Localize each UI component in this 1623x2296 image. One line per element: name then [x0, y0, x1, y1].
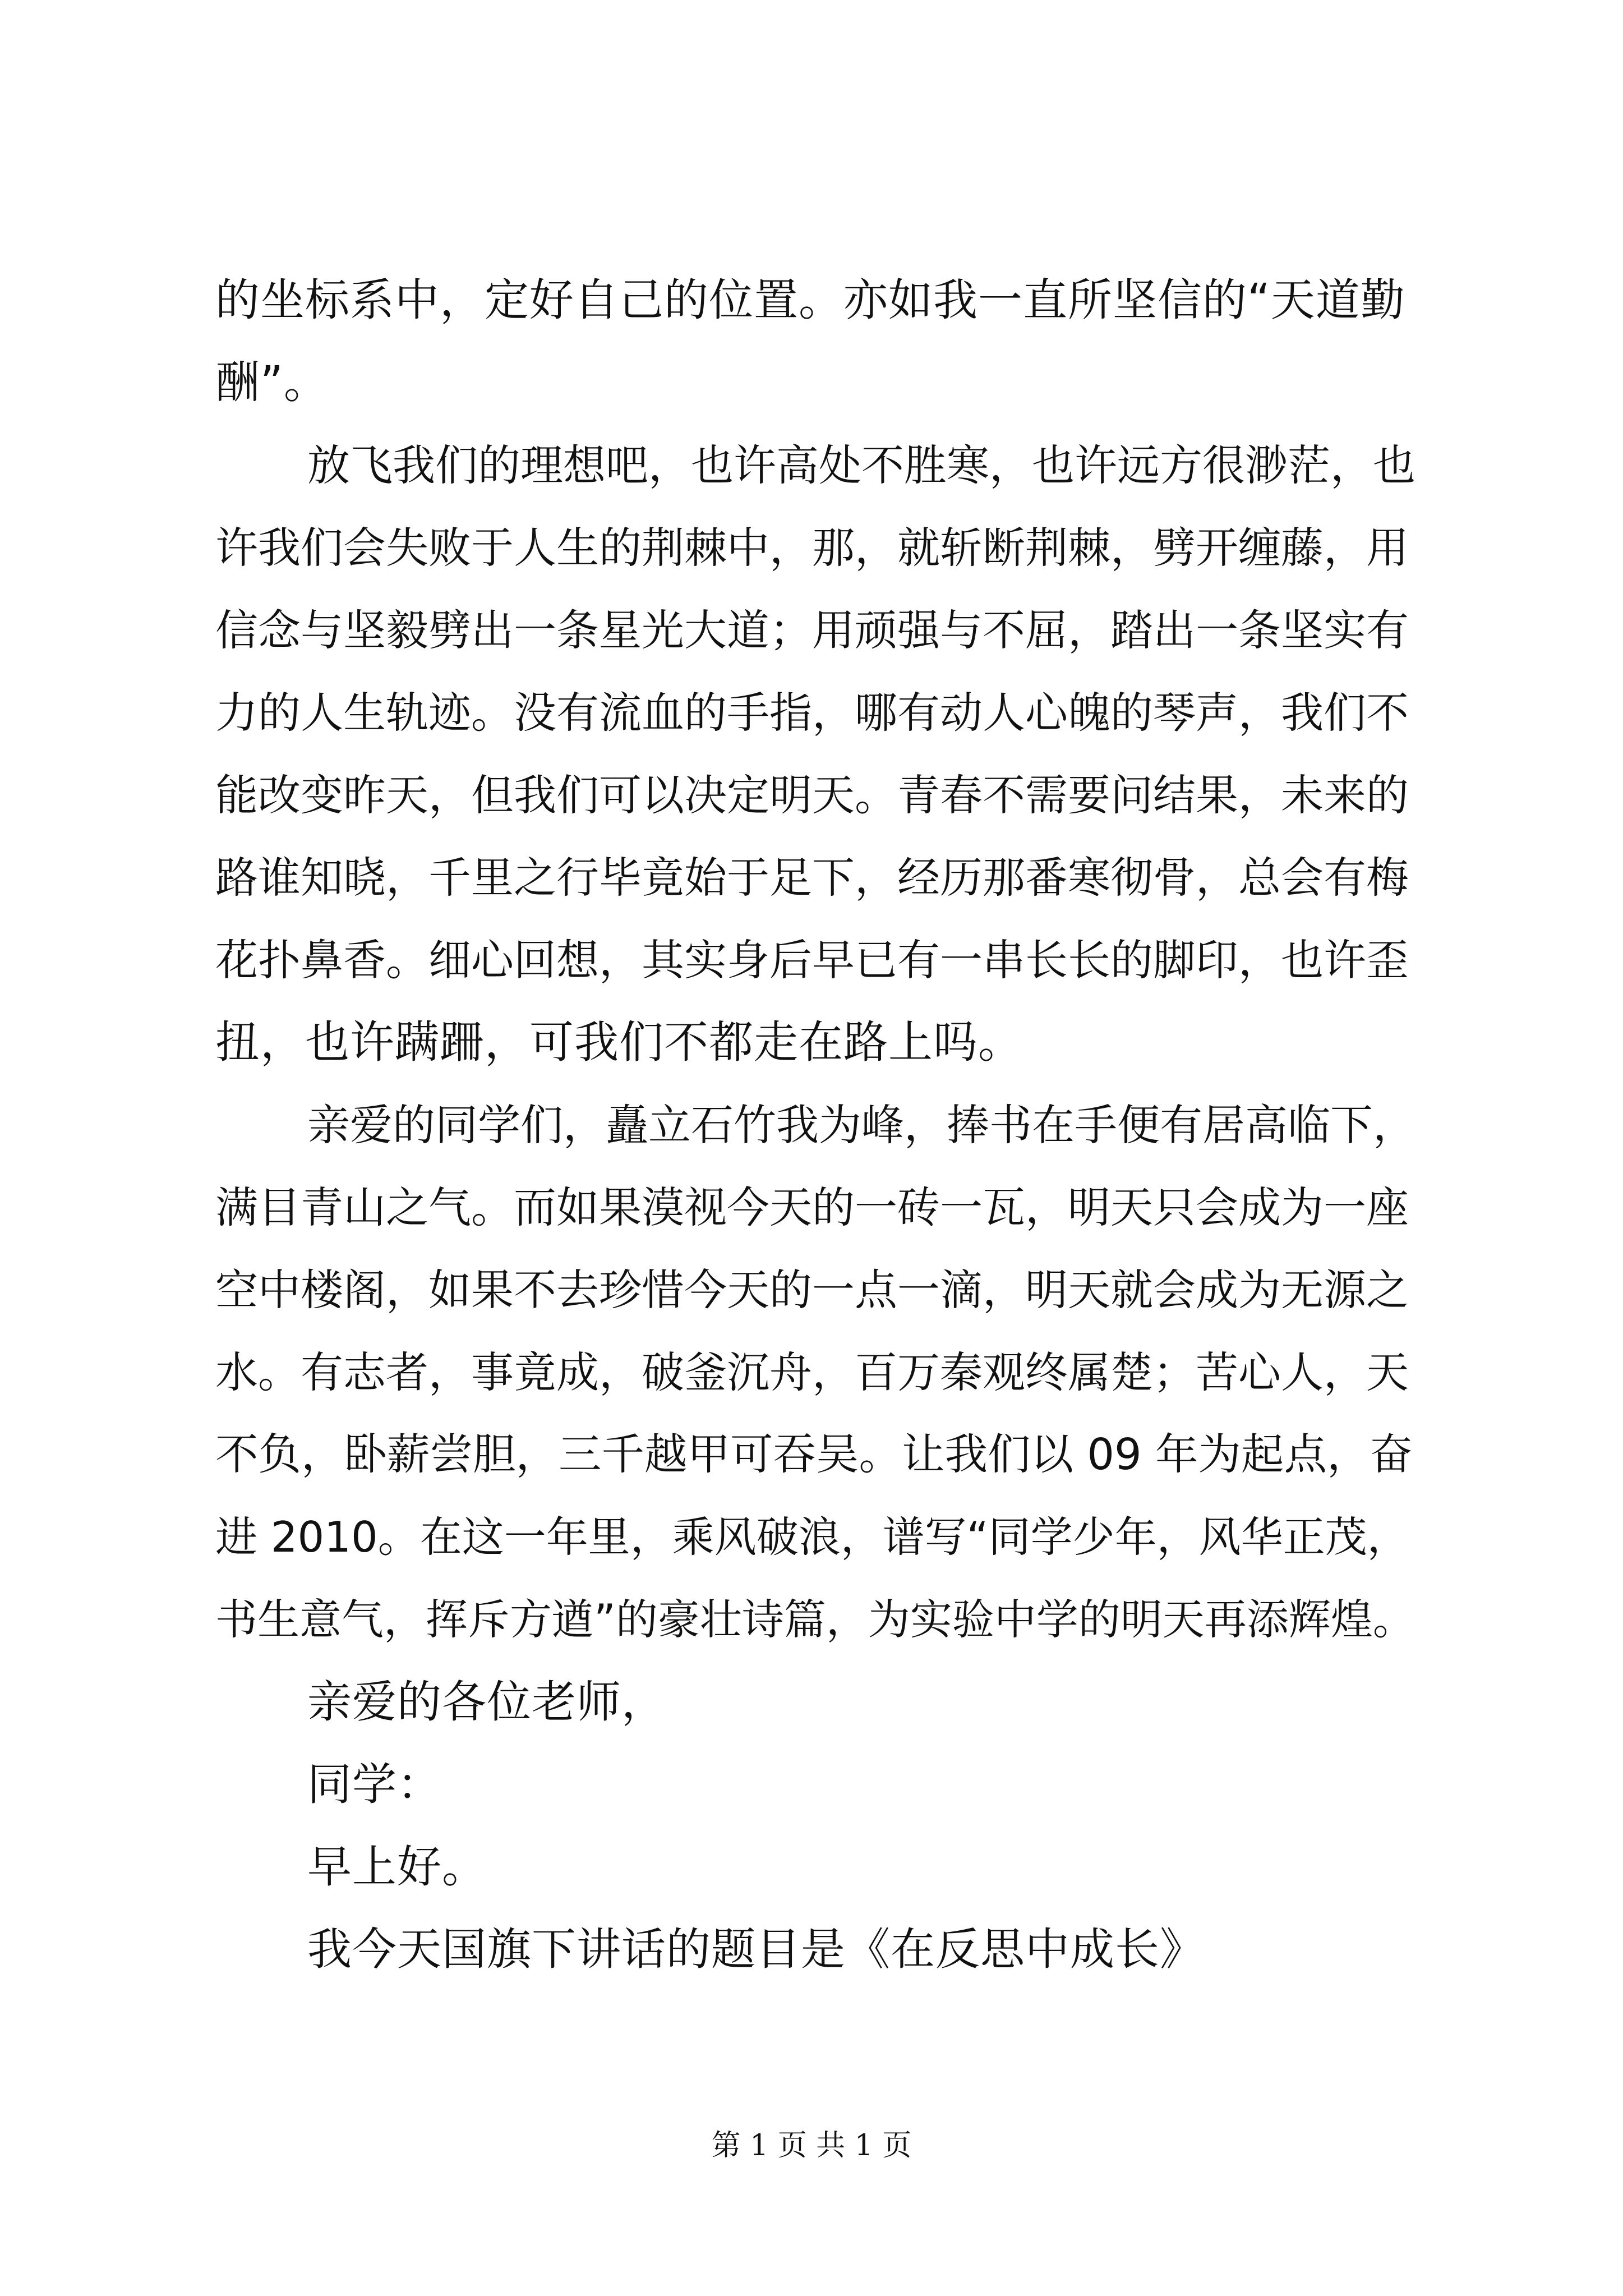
text-line: 能改变昨天，但我们可以决定明天。青春不需要问结果，未来的 — [215, 770, 1409, 820]
text-line: 空中楼阁，如果不去珍惜今天的一点一滴，明天就会成为无源之 — [215, 1265, 1409, 1315]
text-line: 满目青山之气。而如果漠视今天的一砖一瓦，明天只会成为一座 — [215, 1182, 1409, 1232]
text-line: 亲爱的同学们，矗立石竹我为峰，捧书在手便有居高临下， — [307, 1100, 1415, 1150]
text-line: 早上好。 — [307, 1841, 487, 1893]
text-line: 力的人生轨迹。没有流血的手指，哪有动人心魄的琴声，我们不 — [215, 688, 1409, 738]
text-line: 书生意气，挥斥方遒”的豪壮诗篇，为实验中学的明天再添辉煌。 — [215, 1595, 1415, 1644]
text-line: 路谁知晓，千里之行毕竟始于足下，经历那番寒彻骨，总会有梅 — [215, 853, 1409, 903]
text-line: 的坐标系中，定好自己的位置。亦如我一直所坚信的“天道勤 — [215, 274, 1405, 326]
text-line: 水。有志者，事竟成，破釜沉舟，百万秦观终属楚；苦心人，天 — [215, 1347, 1409, 1397]
text-line: 同学： — [307, 1759, 442, 1810]
text-line: 酬”。 — [215, 357, 329, 408]
text-line: 我今天国旗下讲话的题目是《在反思中成长》 — [307, 1924, 1205, 1975]
text-line: 信念与坚毅劈出一条星光大道；用顽强与不屈，踏出一条坚实有 — [215, 605, 1409, 655]
text-line: 进 2010。在这一年里，乘风破浪，谱写“同学少年，风华正茂， — [215, 1512, 1409, 1562]
text-line: 不负，卧薪尝胆，三千越甲可吞吴。让我们以 09 年为起点，奋 — [215, 1430, 1413, 1480]
text-line: 花扑鼻香。细心回想，其实身后早已有一串长长的脚印，也许歪 — [215, 935, 1409, 985]
text-line: 放飞我们的理想吧，也许高处不胜寒，也许远方很渺茫，也 — [307, 440, 1415, 490]
page-number-footer: 第 1 页 共 1 页 — [711, 2129, 912, 2162]
text-line: 许我们会失败于人生的荆棘中，那，就斩断荆棘，劈开缠藤，用 — [215, 523, 1409, 573]
body-text — [215, 259, 1415, 1991]
text-line: 亲爱的各位老师， — [307, 1676, 666, 1728]
text-line: 扭，也许蹒跚，可我们不都走在路上吗。 — [215, 1016, 1023, 1068]
